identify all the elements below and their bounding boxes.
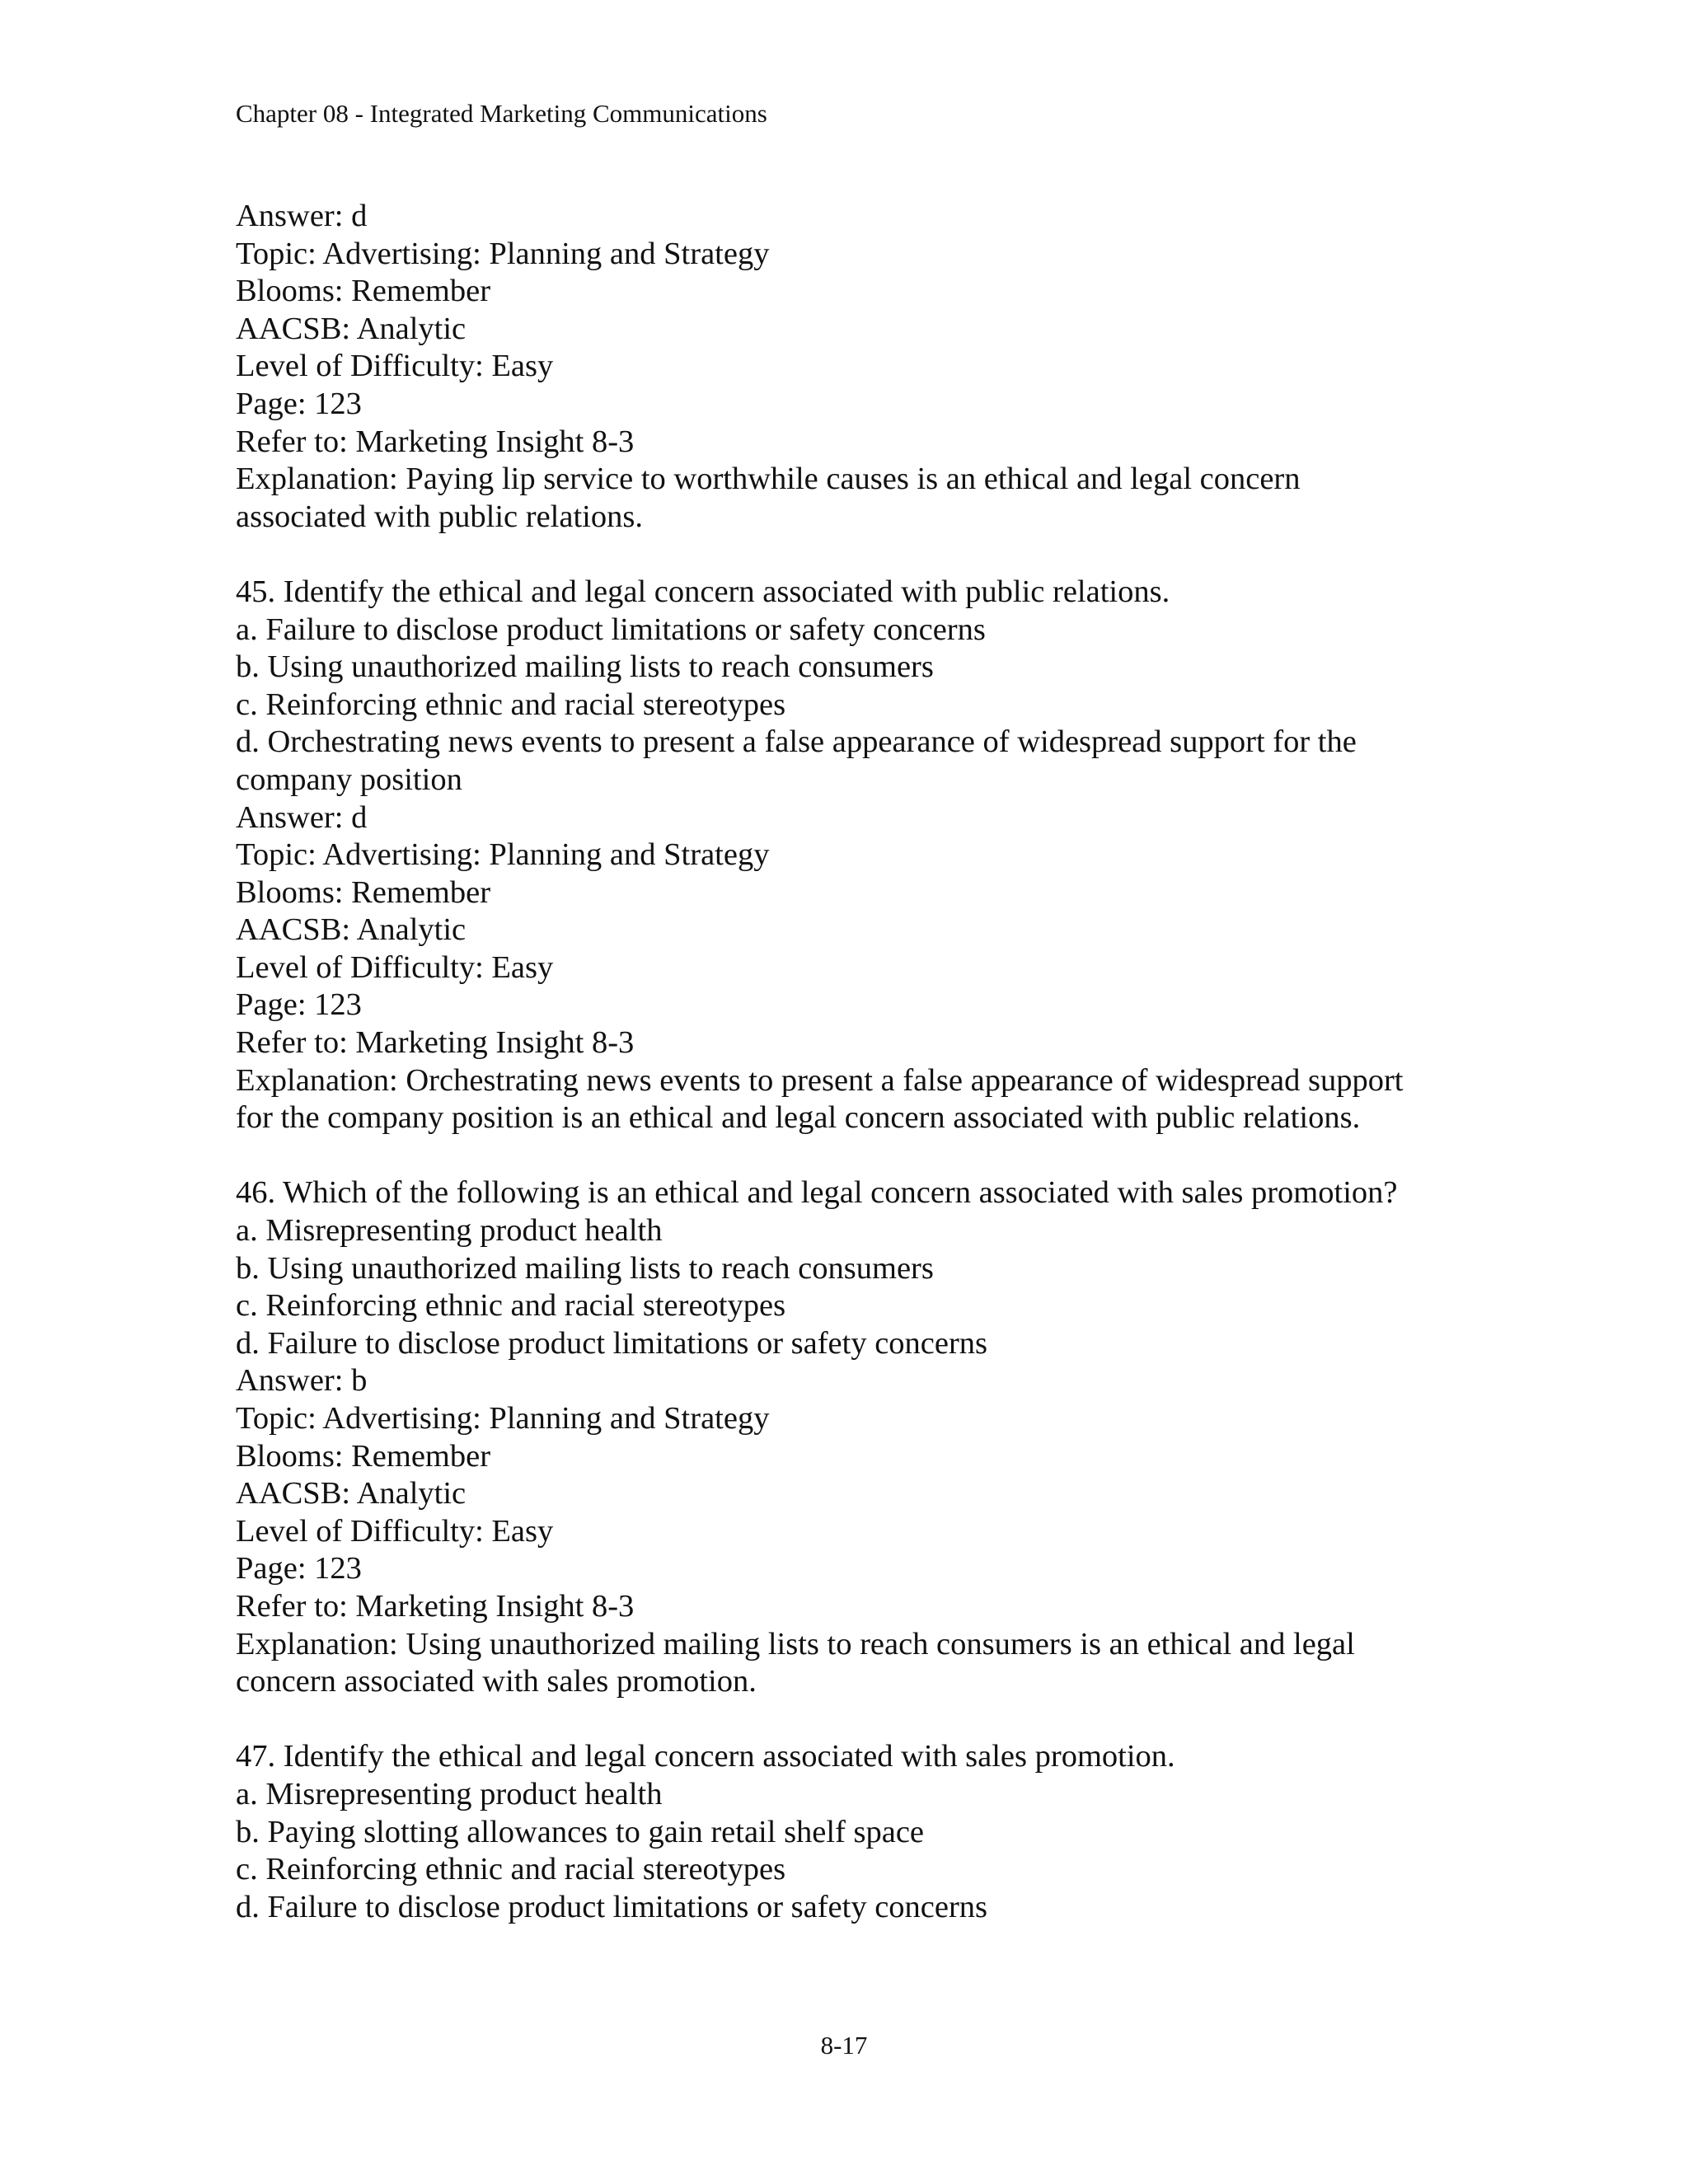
block-spacer xyxy=(236,1137,1472,1175)
text-line: 46. Which of the following is an ethical and legal concern associated with sales promotion? xyxy=(236,1175,1398,1211)
text-line: Blooms: Remember xyxy=(236,874,491,910)
block-spacer xyxy=(236,1701,1472,1739)
answer-block xyxy=(236,198,1472,536)
text-line: b. Using unauthorized mailing lists to reach consumers xyxy=(236,1250,934,1286)
document-body xyxy=(236,198,1472,1926)
text-line: Level of Difficulty: Easy xyxy=(236,349,554,384)
text-line: 45. Identify the ethical and legal concern associated with public relations. xyxy=(236,574,1170,609)
text-line: Page: 123 xyxy=(236,1551,362,1586)
text-line: Blooms: Remember xyxy=(236,274,491,309)
text-line: Level of Difficulty: Easy xyxy=(236,949,554,985)
page-number: 8-17 xyxy=(820,2031,868,2060)
text-line: d. Failure to disclose product limitations or safety concerns xyxy=(236,1889,988,1924)
text-line: Level of Difficulty: Easy xyxy=(236,1513,554,1549)
text-line: Explanation: Using unauthorized mailing lists to reach consumers is an ethical and legal xyxy=(236,1626,1355,1661)
text-line: c. Reinforcing ethnic and racial stereotypes xyxy=(236,1288,786,1324)
text-line: AACSB: Analytic xyxy=(236,1476,467,1511)
question-block xyxy=(236,574,1472,1137)
text-line: d. Orchestrating news events to present a false appearance of widespread support for the xyxy=(236,724,1357,760)
text-line: Topic: Advertising: Planning and Strategy xyxy=(236,236,770,271)
text-line: Topic: Advertising: Planning and Strategy xyxy=(236,837,770,873)
text-line: d. Failure to disclose product limitations or safety concerns xyxy=(236,1325,988,1361)
chapter-header: Chapter 08 - Integrated Marketing Communications xyxy=(236,99,767,128)
text-line: b. Paying slotting allowances to gain retail shelf space xyxy=(236,1814,925,1849)
text-line: concern associated with sales promotion. xyxy=(236,1664,757,1699)
text-line: Topic: Advertising: Planning and Strategy xyxy=(236,1401,770,1436)
text-line: Explanation: Paying lip service to worthwhile causes is an ethical and legal concern xyxy=(236,462,1301,497)
text-line: for the company position is an ethical and legal concern associated with public relations. xyxy=(236,1100,1361,1136)
text-line: Page: 123 xyxy=(236,987,362,1023)
text-line: b. Using unauthorized mailing lists to reach consumers xyxy=(236,649,934,685)
text-line: Explanation: Orchestrating news events to present a false appearance of widespread support xyxy=(236,1062,1404,1098)
text-line: a. Misrepresenting product health xyxy=(236,1776,663,1811)
text-line: Page: 123 xyxy=(236,386,362,421)
text-line: Answer: b xyxy=(236,1363,368,1399)
text-line: Refer to: Marketing Insight 8-3 xyxy=(236,1025,635,1061)
text-line: Refer to: Marketing Insight 8-3 xyxy=(236,1588,635,1624)
text-line: a. Misrepresenting product health xyxy=(236,1213,663,1249)
question-block xyxy=(236,1738,1472,1926)
text-line: associated with public relations. xyxy=(236,499,643,534)
text-line: a. Failure to disclose product limitations or safety concerns xyxy=(236,612,986,647)
block-spacer xyxy=(236,536,1472,574)
question-block xyxy=(236,1174,1472,1700)
text-line: Refer to: Marketing Insight 8-3 xyxy=(236,424,635,459)
text-line: c. Reinforcing ethnic and racial stereotypes xyxy=(236,1852,786,1887)
text-line: AACSB: Analytic xyxy=(236,311,467,346)
text-line: c. Reinforcing ethnic and racial stereotypes xyxy=(236,687,786,722)
text-line: Answer: d xyxy=(236,199,368,233)
text-line: Blooms: Remember xyxy=(236,1438,491,1474)
text-line: AACSB: Analytic xyxy=(236,912,467,948)
text-line: Answer: d xyxy=(236,799,368,835)
text-line: 47. Identify the ethical and legal concern associated with sales promotion. xyxy=(236,1739,1175,1774)
text-line: company position xyxy=(236,762,462,797)
